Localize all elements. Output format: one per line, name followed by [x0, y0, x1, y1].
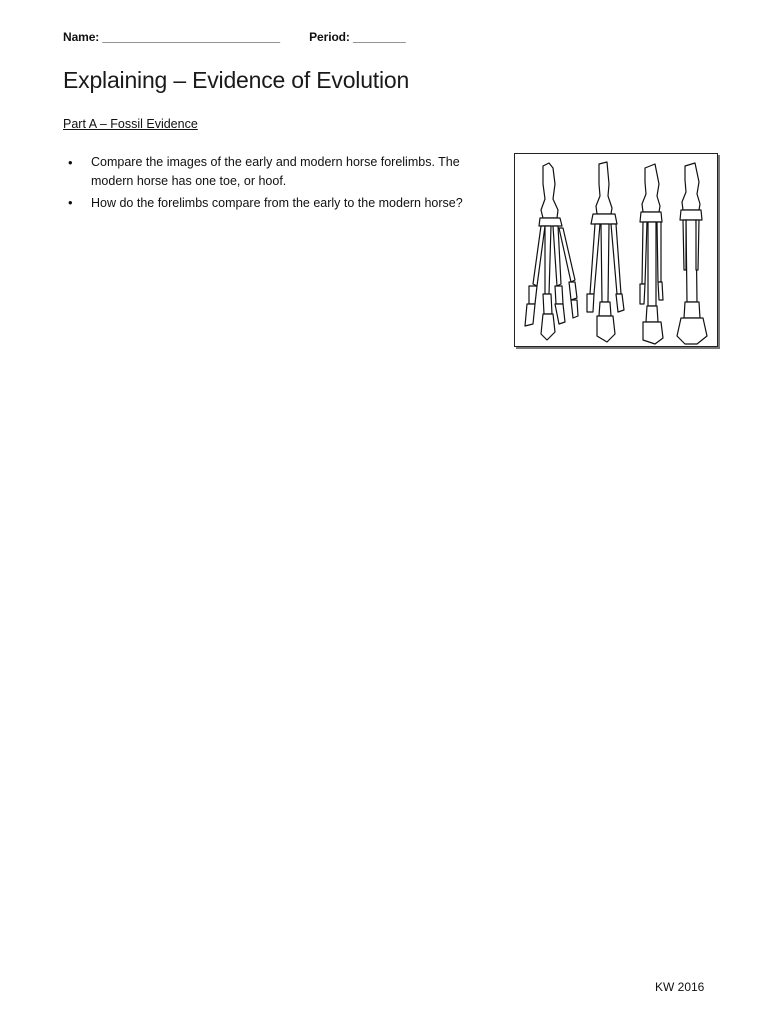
bullet-icon: • [68, 195, 73, 210]
footer-credit: KW 2016 [655, 980, 705, 994]
bullet-icon: • [68, 155, 73, 170]
question-text: How do the forelimbs compare from the early to the modern horse? [91, 196, 463, 210]
horse-forelimb-fossils-icon [515, 154, 717, 346]
modern-horse-limb-icon [677, 163, 707, 344]
page-title: Explaining – Evidence of Evolution [63, 67, 410, 93]
part-a-heading: Part A – Fossil Evidence [63, 117, 198, 131]
later-horse-limb-icon [640, 164, 663, 344]
list-item [63, 153, 503, 191]
student-header [63, 30, 406, 44]
mid-horse-limb-icon [587, 162, 624, 342]
question-list [63, 153, 503, 216]
list-item [63, 193, 503, 214]
question-text: Compare the images of the early and modern horse forelimbs. The modern horse has one toe, or hoof. [91, 155, 460, 188]
early-horse-limb-icon [525, 163, 578, 340]
period-field[interactable]: Period: ________ [309, 30, 406, 44]
name-field[interactable]: Name: ___________________________ [63, 30, 280, 44]
forelimb-figure [514, 153, 718, 347]
